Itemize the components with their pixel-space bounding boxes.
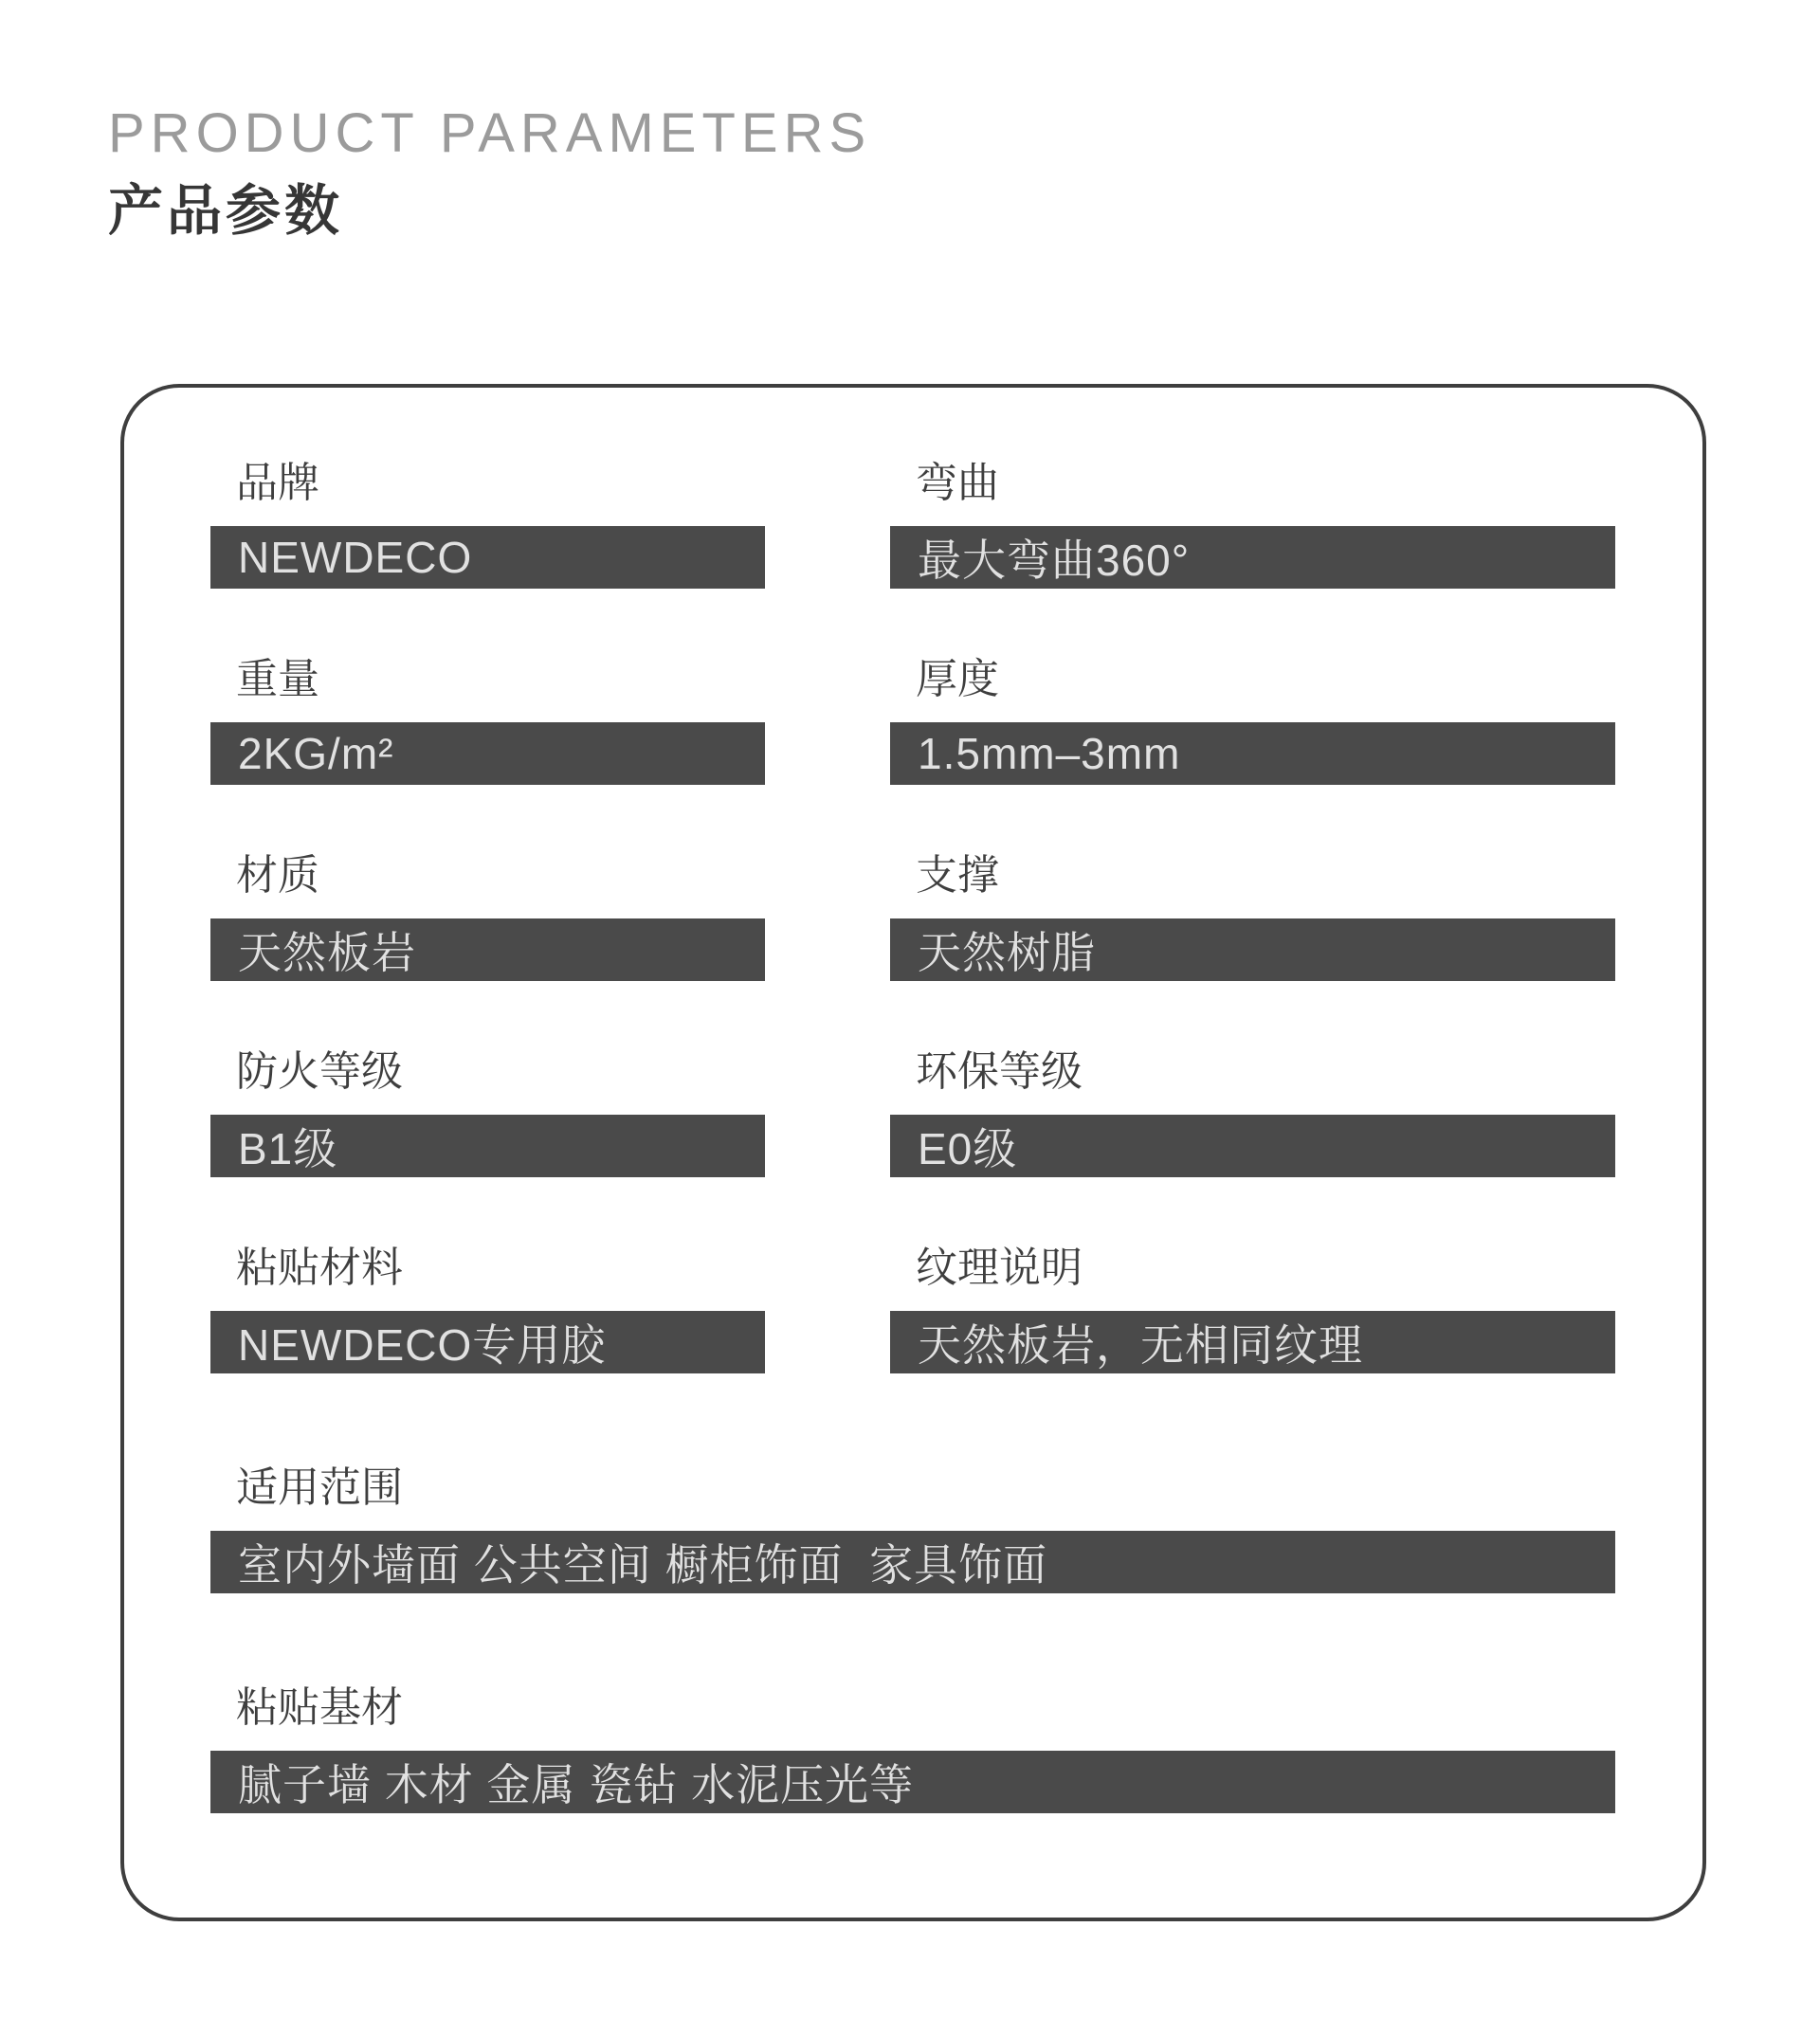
page-header (108, 102, 872, 242)
parameter-field (890, 656, 1615, 785)
parameter-value-bar (890, 918, 1615, 981)
page-title-chinese: 产品参数 (108, 180, 344, 242)
parameter-value-bar (890, 526, 1615, 589)
parameter-field (210, 656, 765, 785)
parameter-value: E0级 (918, 1124, 1018, 1173)
parameter-field (210, 852, 765, 981)
parameter-value: 最大弯曲360° (918, 536, 1191, 585)
parameter-value-bar (210, 918, 765, 981)
parameter-label: 厚度 (916, 656, 999, 702)
parameter-value-bar (210, 1751, 1615, 1813)
parameter-value-bar (890, 1311, 1615, 1373)
parameter-field (210, 460, 765, 589)
parameter-field (210, 1464, 1615, 1593)
parameter-field (210, 1245, 765, 1373)
parameter-value: 天然板岩 (238, 928, 416, 977)
parameter-label: 适用范围 (236, 1464, 403, 1511)
parameter-label: 重量 (236, 656, 319, 702)
page-title-english: PRODUCT PARAMETERS (108, 102, 872, 164)
parameter-value: B1级 (238, 1124, 338, 1173)
parameter-value-bar (890, 1115, 1615, 1177)
parameter-value: 天然板岩，无相同纹理 (918, 1320, 1363, 1370)
parameter-value-bar (210, 1115, 765, 1177)
parameter-value: NEWDECO (238, 533, 473, 582)
parameter-value-bar (210, 526, 765, 589)
parameter-label: 材质 (236, 852, 319, 899)
parameter-field (890, 1245, 1615, 1373)
parameter-value-bar (210, 1531, 1615, 1593)
parameter-field (210, 1684, 1615, 1813)
parameters-card (120, 384, 1706, 1921)
parameter-value: 2KG/m² (238, 729, 394, 778)
parameter-label: 纹理说明 (916, 1245, 1083, 1291)
parameter-label: 弯曲 (916, 460, 999, 506)
parameter-field (210, 1048, 765, 1177)
parameter-value: NEWDECO专用胶 (238, 1320, 607, 1370)
parameter-label: 防火等级 (236, 1048, 403, 1095)
parameter-value: 1.5mm–3mm (918, 729, 1181, 778)
parameter-value-bar (890, 722, 1615, 785)
parameter-label: 粘贴基材 (236, 1684, 403, 1731)
parameter-field (890, 1048, 1615, 1177)
parameter-value: 天然树脂 (918, 928, 1096, 977)
parameter-value: 室内外墙面 公共空间 橱柜饰面 家具饰面 (238, 1540, 1048, 1590)
parameter-label: 环保等级 (916, 1048, 1083, 1095)
parameter-value-bar (210, 1311, 765, 1373)
parameter-field (890, 852, 1615, 981)
parameters-grid (210, 460, 1615, 1813)
parameter-value-bar (210, 722, 765, 785)
parameter-field (890, 460, 1615, 589)
parameter-value: 腻子墙 木材 金属 瓷钻 水泥压光等 (238, 1760, 915, 1809)
parameter-label: 粘贴材料 (236, 1245, 403, 1291)
parameter-label: 支撑 (916, 852, 999, 899)
parameter-label: 品牌 (236, 460, 319, 506)
